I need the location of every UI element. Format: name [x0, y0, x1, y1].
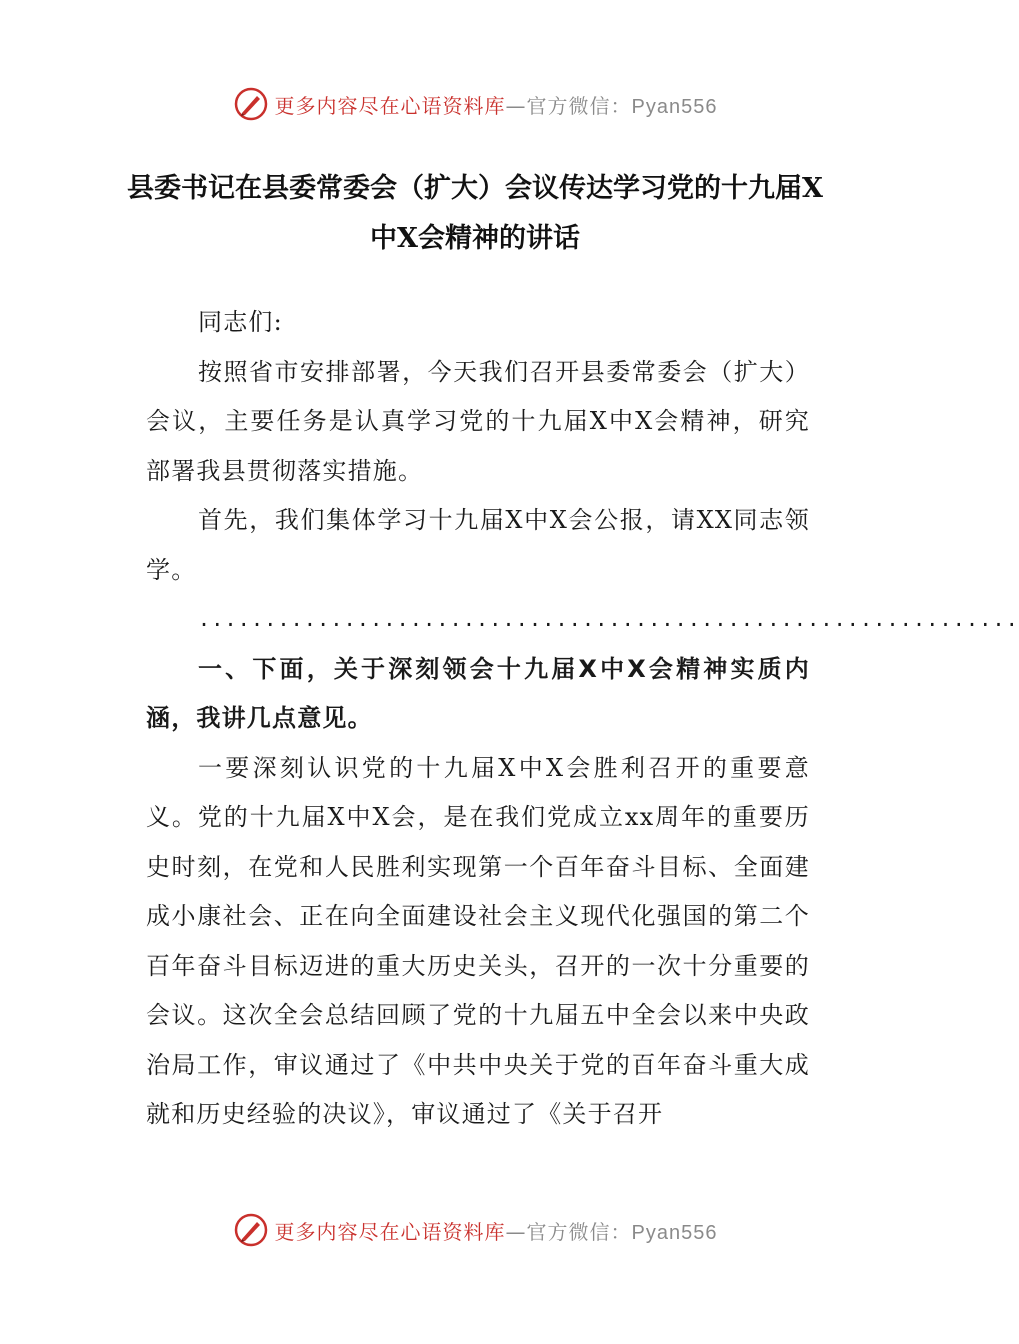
watermark-text [275, 90, 718, 119]
watermark-wechat-id: Pyan556 [631, 95, 718, 118]
watermark-wechat-id: Pyan556 [631, 1221, 718, 1244]
watermark-dash: — [505, 93, 527, 118]
paragraph-1: 按照省市安排部署，今天我们召开县委常委会（扩大）会议，主要任务是认真学习党的十九届X中X会精神，研究部署我县贯彻落实措施。 [146, 357, 810, 485]
document-title [120, 164, 830, 264]
watermark-site: 更多内容尽在心语资料库 [274, 93, 506, 118]
watermark-label: 官方微信： [526, 1219, 632, 1244]
paragraph-2: 首先，我们集体学习十九届X中X会公报，请XX同志领学。 [146, 506, 810, 584]
title-line-2: 中X会精神的讲话 [370, 223, 580, 254]
pen-logo-icon [233, 86, 269, 122]
section-heading-1: 一、下面，关于深刻领会十九届X中X会精神实质内涵，我讲几点意见。 [146, 654, 810, 732]
watermark-dash: — [505, 1219, 527, 1244]
pen-logo-icon [233, 1212, 269, 1248]
document-body [146, 298, 1019, 1140]
watermark-label: 官方微信： [526, 93, 632, 118]
ellipsis-separator: .............................................................. [198, 607, 1019, 631]
watermark-banner-top [0, 82, 950, 126]
title-line-1: 县委书记在县委常委会（扩大）会议传达学习党的十九届X [127, 173, 823, 204]
greeting: 同志们: [198, 308, 283, 336]
paragraph-3: 一要深刻认识党的十九届X中X会胜利召开的重要意义。党的十九届X中X会，是在我们党成立xx周年的重要历史时刻，在党和人民胜利实现第一个百年奋斗目标、全面建成小康社会、正在向全面建设社会主义现代化强国的第二个百年奋斗目标迈进的重大历史关头，召开的一次十分重要的会议。这次全会总结回顾了党的十九届五中全会以来中央政治局工作，审议通过了《中共中央关于党的百年奋斗重大成就和历史经验的决议》，审议通过了《关于召开 [146, 753, 810, 1128]
watermark-site: 更多内容尽在心语资料库 [274, 1219, 506, 1244]
watermark-banner-bottom [0, 1208, 950, 1252]
watermark-text [275, 1216, 718, 1245]
